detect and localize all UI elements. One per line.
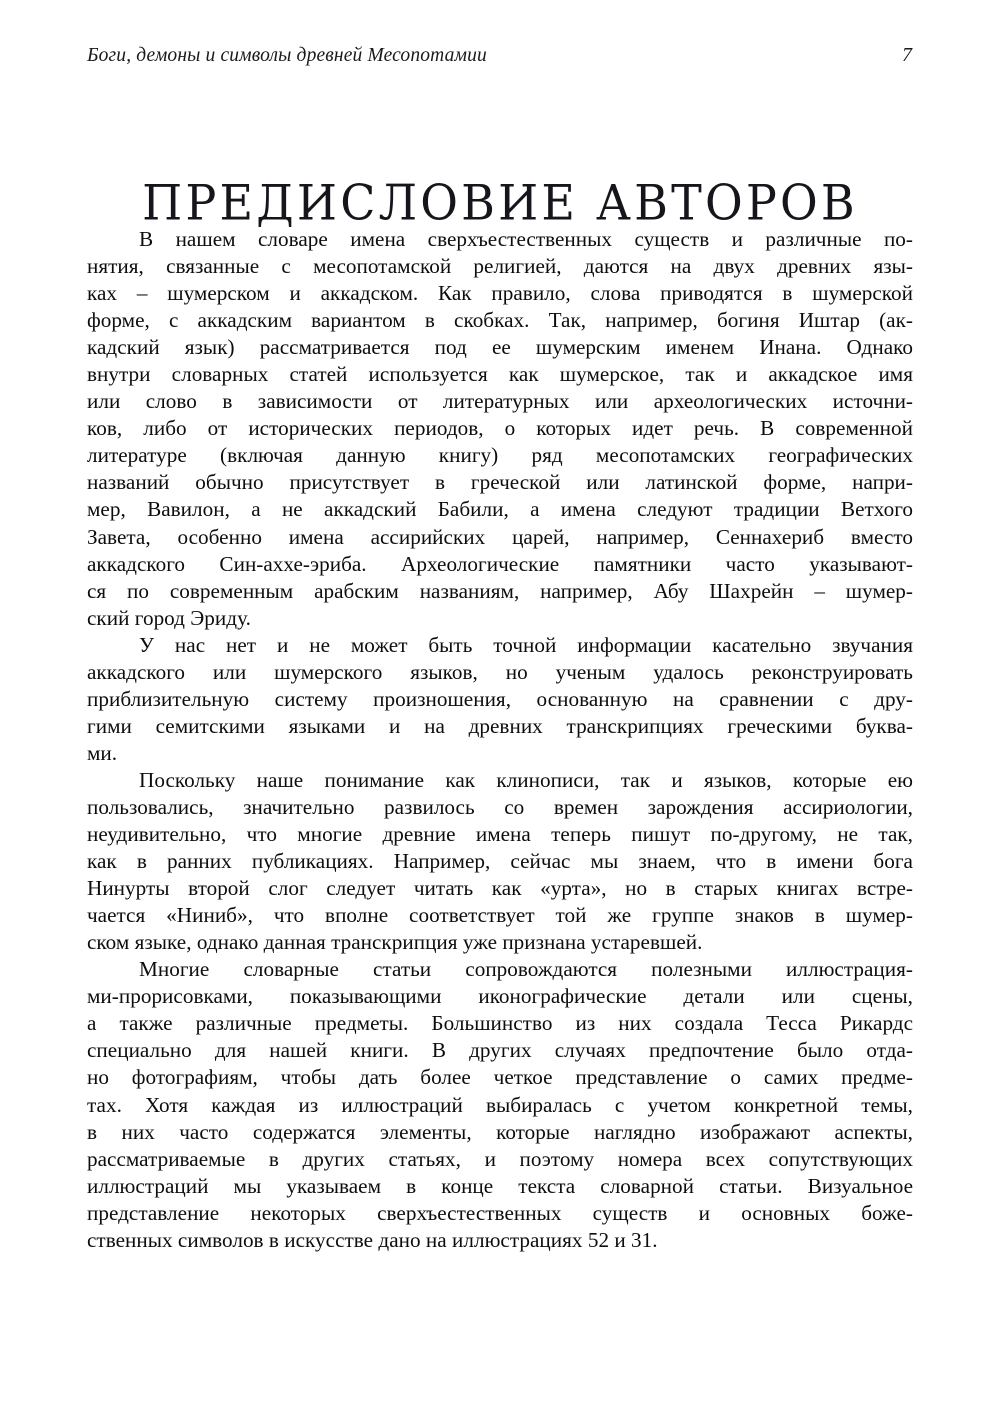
text-line: Завета, особенно имена ассирийских царей, например, Сеннахериб вместо <box>87 524 913 549</box>
text-line: или слово в зависимости от литературных или археологических источни- <box>87 389 913 414</box>
page-number: 7 <box>902 44 912 66</box>
text-line: нятия, связанные с месопотамской религией, даются на двух древних язы- <box>87 254 913 279</box>
text-line: но фотографиям, чтобы дать более четкое представление о самих предме- <box>87 1065 913 1090</box>
text-line: представление некоторых сверхъестественных существ и основных боже- <box>87 1200 913 1225</box>
running-head-title: Боги, демоны и символы древней Месопотамии <box>87 45 487 66</box>
text-line: ственных символов в искусстве дано на иллюстрациях 52 и 31. <box>87 1227 658 1252</box>
text-line: ми. <box>87 740 118 765</box>
text-line: рассматриваемые в других статьях, и поэтому номера всех сопутствующих <box>87 1146 913 1171</box>
text-line: аккадского Син-аххе-эриба. Археологические памятники часто указывают- <box>87 551 913 576</box>
text-line: ском языке, однако данная транскрипция уже признана устаревшей. <box>87 930 703 955</box>
text-line: а также различные предметы. Большинство из них создала Тесса Рикардс <box>87 1011 913 1036</box>
running-head <box>87 44 912 72</box>
text-line: ках – шумерском и аккадском. Как правило, слова приводятся в шумерской <box>87 281 913 306</box>
text-line: приблизительную систему произношения, основанную на сравнении с дру- <box>87 686 913 711</box>
text-line: ков, либо от исторических периодов, о которых идет речь. В современной <box>87 416 913 441</box>
text-line: неудивительно, что многие древние имена теперь пишут по-другому, не так, <box>87 822 913 847</box>
text-line: ся по современным арабским названиям, например, Абу Шахрейн – шумер- <box>87 578 913 603</box>
text-line: ский город Эриду. <box>87 605 251 630</box>
text-line: литературе (включая данную книгу) ряд месопотамских географических <box>87 443 913 468</box>
text-line: специально для нашей книги. В других случаях предпочтение было отда- <box>87 1038 913 1063</box>
text-line: гими семитскими языками и на древних транскрипциях греческими буква- <box>87 713 913 738</box>
text-line: кадский язык) рассматривается под ее шумерским именем Инана. Однако <box>87 335 913 360</box>
text-line: ми-прорисовками, показывающими иконографические детали или сцены, <box>87 984 913 1009</box>
text-line: пользовались, значительно развилось со времен зарождения ассириологии, <box>87 794 913 819</box>
paragraph <box>87 632 913 767</box>
text-line: Нинурты второй слог следует читать как «урта», но в старых книгах встре- <box>87 876 913 901</box>
text-line: В нашем словаре имена сверхъестественных существ и различные по- <box>139 227 913 251</box>
text-line: названий обычно присутствует в греческой или латинской форме, напри- <box>87 470 913 495</box>
text-line: У нас нет и не может быть точной информации касательно звучания <box>139 632 913 657</box>
text-line: форме, с аккадским вариантом в скобках. Так, например, богиня Иштар (ак- <box>87 308 913 333</box>
text-line: в них часто содержатся элементы, которые наглядно изображают аспекты, <box>87 1119 913 1144</box>
text-line: чается «Ниниб», что вполне соответствует той же группе знаков в шумер- <box>87 903 913 928</box>
text-line: как в ранних публикациях. Например, сейчас мы знаем, что в имени бога <box>87 849 913 874</box>
text-line: мер, Вавилон, а не аккадский Бабили, а имена следуют традиции Ветхого <box>87 497 913 522</box>
paragraph <box>87 956 913 1254</box>
text-line: Многие словарные статьи сопровождаются полезными иллюстрация- <box>139 957 913 982</box>
text-line: иллюстраций мы указываем в конце текста словарной статьи. Визуальное <box>87 1173 913 1198</box>
text-line: Поскольку наше понимание как клинописи, так и языков, которые ею <box>139 767 913 792</box>
text-line: внутри словарных статей используется как шумерское, так и аккадское имя <box>87 362 913 387</box>
paragraph <box>87 767 913 956</box>
page-title: ПРЕДИСЛОВИЕ АВТОРОВ <box>142 173 858 231</box>
text-line: тах. Хотя каждая из иллюстраций выбиралась с учетом конкретной темы, <box>87 1092 913 1117</box>
body-text <box>87 226 913 1254</box>
text-line: аккадского или шумерского языков, но ученым удалось реконструировать <box>87 659 913 684</box>
paragraph <box>87 226 913 632</box>
